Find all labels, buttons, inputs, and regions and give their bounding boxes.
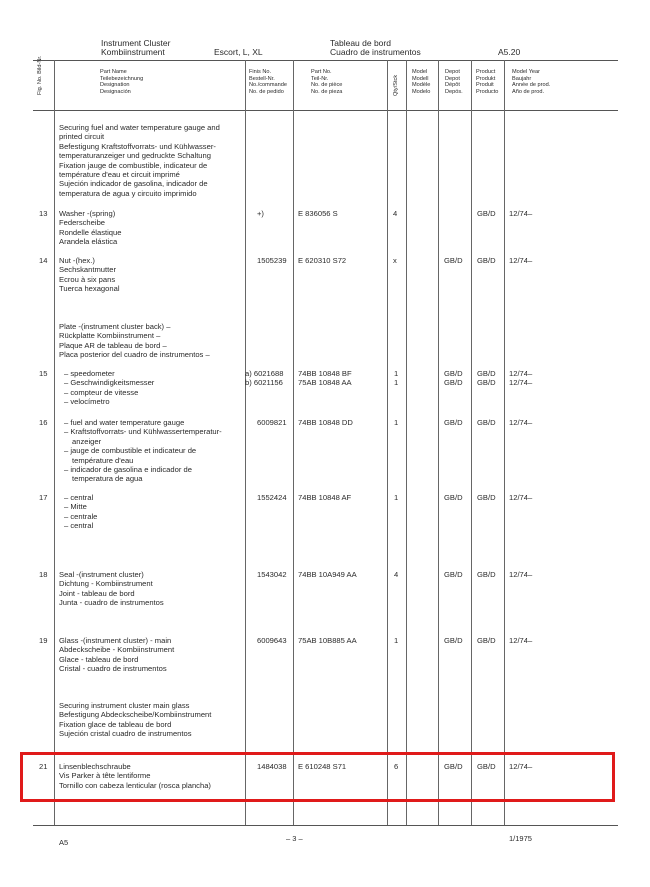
qty: x [393, 256, 397, 265]
header-bottom-rule [33, 110, 618, 111]
part-no: 74BB 10848 AF [298, 493, 352, 502]
product: GB/D [477, 570, 496, 579]
fig-number: 19 [39, 636, 48, 645]
part-no: E 610248 S71 [298, 762, 347, 771]
depot: GB/D [444, 762, 463, 771]
part-no: 75AB 10B885 AA [298, 636, 357, 645]
fig-number: 13 [39, 209, 48, 218]
footer-left: A5 [59, 838, 69, 847]
bottom-rule [33, 825, 618, 826]
model-year: 12/74– [509, 570, 533, 579]
footer-date: 1/1975 [509, 834, 532, 843]
col-divider [293, 60, 294, 825]
title-en: Instrument Cluster [101, 38, 171, 48]
part-no: E 836056 S [298, 209, 338, 218]
col-model-year: Model Year Baujahr Année de prod. Año de prod. [512, 69, 551, 95]
qty: 6 [394, 762, 399, 771]
depot: GB/D [444, 493, 463, 502]
model-year: 12/74– [509, 493, 533, 502]
qty: 1 [394, 493, 399, 502]
depot: GB/D GB/D [444, 369, 463, 388]
col-model: Model Modell Modèle Modelo [412, 69, 431, 95]
product: GB/D [477, 493, 496, 502]
col-product: Product Produkt Produit Producto [476, 69, 499, 95]
fig-number: 15 [39, 369, 48, 378]
title-es: Cuadro de instrumentos [330, 47, 421, 57]
product: GB/D GB/D [477, 369, 496, 388]
model-year: 12/74– [509, 418, 533, 427]
part-no: 74BB 10848 DD [298, 418, 353, 427]
model-year: 12/74– 12/74– [509, 369, 533, 388]
model-year: 12/74– [509, 256, 533, 265]
part-name: Glass -(instrument cluster) - main Abdeckscheibe - Kombiinstrument Glace - tableau de bord Cristal - cuadro de instrumentos [59, 636, 175, 674]
depot: GB/D [444, 636, 463, 645]
product: GB/D [477, 209, 496, 218]
part-name: Linsenblechschraube Vis Parker à tête lentiforme Tornillo con cabeza lenticular (rosca plancha) [59, 762, 211, 790]
part-name: – central – Mitte – centrale – central [64, 493, 98, 531]
col-divider [245, 60, 246, 825]
product: GB/D [477, 636, 496, 645]
finis-no: 6009821 [257, 418, 287, 427]
finis-no: 1484038 [257, 762, 287, 771]
depot: GB/D [444, 570, 463, 579]
col-divider [387, 60, 388, 825]
product: GB/D [477, 418, 496, 427]
section-plate: Plate -(instrument cluster back) – Rückplatte Kombiinstrument – Plaque AR de tableau de bord – Placa posterior del cuadro de instrumentos – [59, 322, 210, 360]
section-securing-glass: Securing instrument cluster main glass Befestigung Abdeckscheibe/Kombiinstrument Fixation glace de tableau de bord Sujeción cristal cuadro de instrumentos [59, 701, 212, 739]
product: GB/D [477, 762, 496, 771]
col-fig-no: Fig. No. Bild-Nr. [37, 55, 43, 95]
qty: 1 1 [394, 369, 399, 388]
model-year: 12/74– [509, 209, 533, 218]
part-name: – fuel and water temperature gauge – Kraftstoffvorrats- und Kühlwassertemperatur- anzeiger – jauge de combustible et indicateur de température d'eau – indicador de gasolina e indicador de temperatura de agua [64, 418, 222, 484]
finis-no: 1543042 [257, 570, 287, 579]
header-top-rule [33, 60, 618, 61]
qty: 4 [393, 209, 398, 218]
section-securing-gauge: Securing fuel and water temperature gauge and printed circuit Befestigung Kraftstoffvorrats- und Kühlwasser- temperaturanzeiger und gedruckte Schaltung Fixation jauge de combustible, indicateur de température d'eau et circuit imprimé Sujeción indicador de gasolina, indicador de temperatura de agua y circuito imprimido [59, 123, 220, 198]
part-name: Washer -(spring) Federscheibe Rondelle élastique Arandela elástica [59, 209, 122, 247]
col-part-name: Part Name Teilebezeichnung Designation Designación [100, 69, 144, 95]
depot: GB/D [444, 256, 463, 265]
part-no: E 620310 S72 [298, 256, 347, 265]
title-fr: Tableau de bord [330, 38, 391, 48]
finis-no: 1505239 [257, 256, 287, 265]
col-divider [504, 60, 505, 825]
part-name: – speedometer – Geschwindigkeitsmesser – compteur de vitesse – velocímetro [64, 369, 155, 407]
part-no: 74BB 10848 BF 75AB 10848 AA [298, 369, 352, 388]
col-divider [471, 60, 472, 825]
fig-number: 17 [39, 493, 48, 502]
page-code: A5.20 [498, 47, 521, 57]
fig-number: 18 [39, 570, 48, 579]
col-depot: Depot Depot Dépôt Depós. [445, 69, 463, 95]
model-year: 12/74– [509, 636, 533, 645]
col-divider [54, 60, 55, 825]
title-de: Kombiinstrument [101, 47, 165, 57]
product: GB/D [477, 256, 496, 265]
fig-number: 14 [39, 256, 48, 265]
qty: 1 [394, 636, 399, 645]
qty: 1 [394, 418, 399, 427]
page-number: – 3 – [286, 834, 303, 843]
col-finis-no: Finis No. Bestell-Nr. No./commande No. de pedido [249, 69, 287, 95]
finis-no: 6009643 [257, 636, 287, 645]
qty: 4 [394, 570, 399, 579]
part-no: 74BB 10A949 AA [298, 570, 357, 579]
finis-no: +) [257, 209, 264, 218]
finis-no: a) 6021688 b) 6021156 [245, 369, 284, 388]
col-part-no: Part No. Teil-Nr. No. de pièce No. de pieza [311, 69, 343, 95]
finis-no: 1552424 [257, 493, 287, 502]
col-divider [438, 60, 439, 825]
models: Escort, L, XL [214, 47, 263, 57]
part-name: Nut -(hex.) Sechskantmutter Ecrou à six pans Tuerca hexagonal [59, 256, 120, 294]
fig-number: 21 [39, 762, 48, 771]
depot: GB/D [444, 418, 463, 427]
part-name: Seal -(instrument cluster) Dichtung - Kombiinstrument Joint - tableau de bord Junta - cuadro de instrumentos [59, 570, 164, 608]
col-divider [406, 60, 407, 825]
model-year: 12/74– [509, 762, 533, 771]
fig-number: 16 [39, 418, 48, 427]
col-qty: Qty/Stck [393, 74, 399, 96]
highlight-box [20, 752, 615, 802]
